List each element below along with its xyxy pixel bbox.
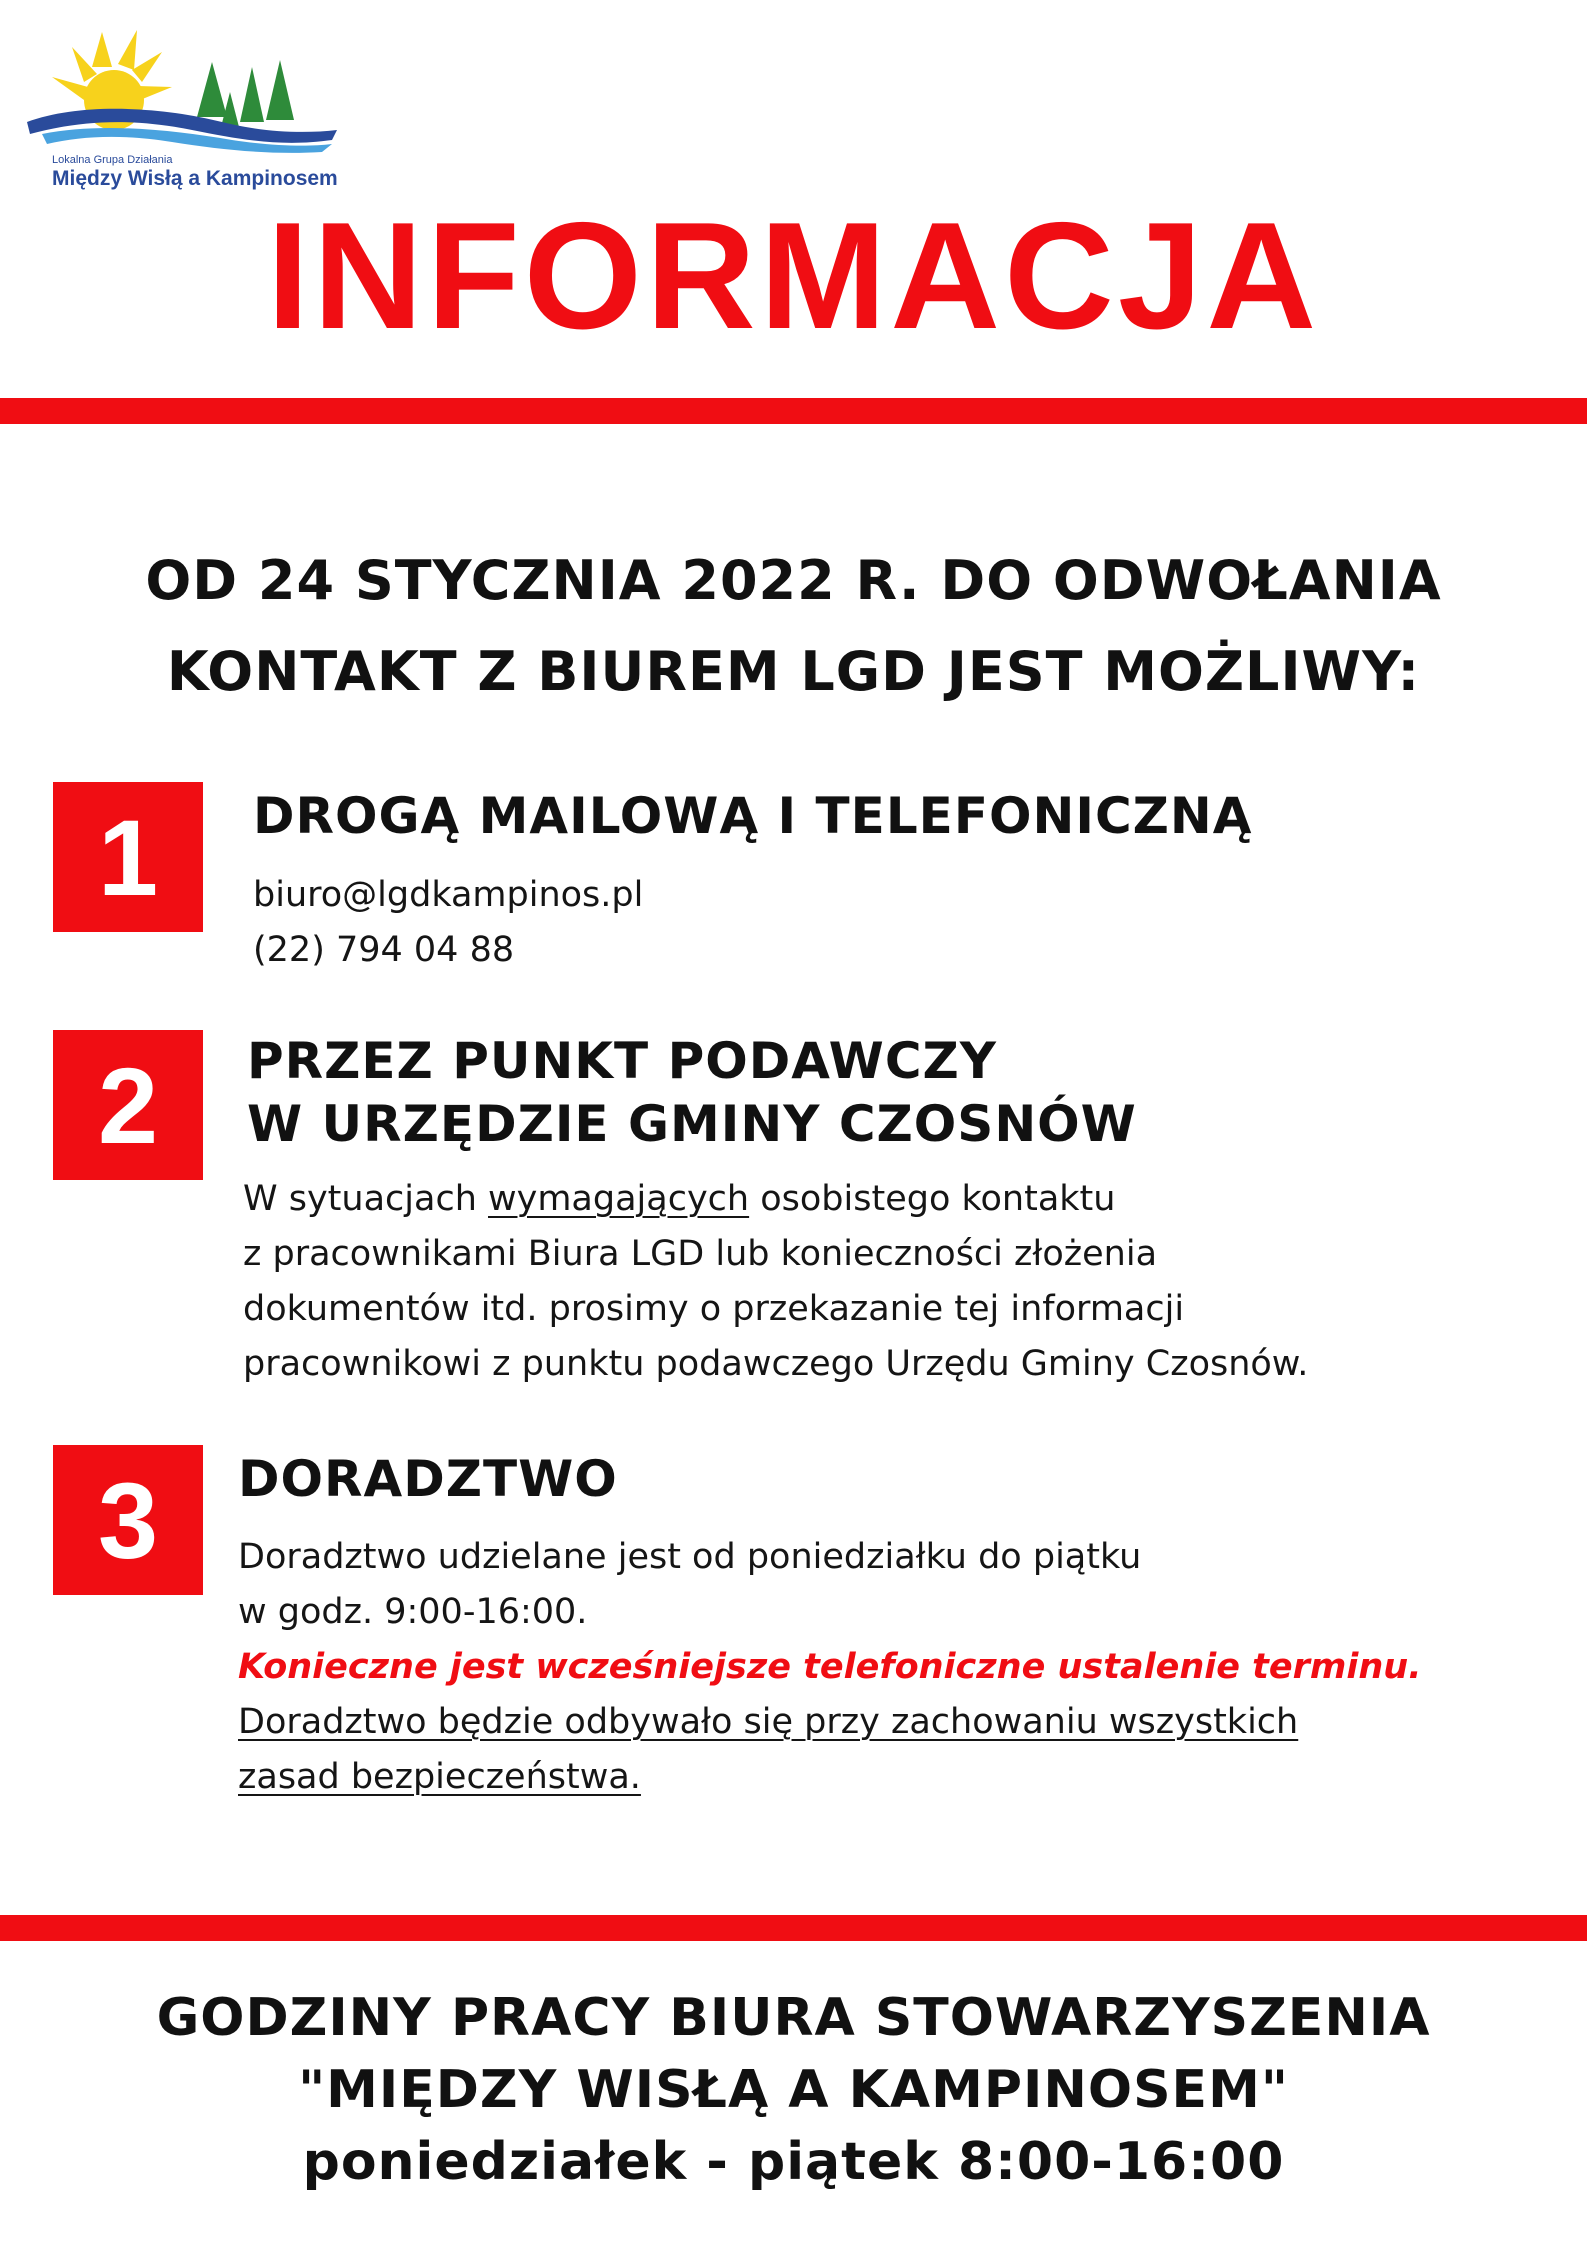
item-3-emphasis: Konieczne jest wcześniejsze telefoniczne ustalenie terminu. bbox=[238, 1647, 1422, 1687]
item-1-heading: DROGĄ MAILOWĄ I TELEFONICZNĄ bbox=[253, 787, 1253, 845]
item-2-heading bbox=[247, 1030, 1137, 1156]
divider-bottom bbox=[0, 1915, 1587, 1941]
page-title: INFORMACJA bbox=[266, 191, 1321, 361]
number-badge-2: 2 bbox=[53, 1030, 203, 1180]
footer-hours bbox=[0, 1982, 1587, 2198]
logo-subtitle: Lokalna Grupa Działania bbox=[52, 154, 173, 166]
item-3-line-2: w godz. 9:00-16:00. bbox=[238, 1592, 588, 1632]
lead-heading bbox=[0, 535, 1587, 717]
item-3-underlined-2: zasad bezpieczeństwa. bbox=[238, 1757, 641, 1797]
item-2-line-1-pre: W sytuacjach bbox=[243, 1179, 488, 1219]
lead-line-1: OD 24 STYCZNIA 2022 R. DO ODWOŁANIA bbox=[145, 549, 1442, 612]
item-2-body bbox=[243, 1172, 1308, 1392]
item-2-heading-line-1: PRZEZ PUNKT PODAWCZY bbox=[247, 1032, 997, 1090]
footer-line-1: GODZINY PRACY BIURA STOWARZYSZENIA bbox=[156, 1988, 1431, 2048]
item-3-heading: DORADZTWO bbox=[238, 1450, 618, 1508]
item-3-line-1: Doradztwo udzielane jest od poniedziałku do piątku bbox=[238, 1537, 1142, 1577]
item-2-line-1 bbox=[243, 1172, 1308, 1227]
logo-name: Między Wisłą a Kampinosem bbox=[52, 167, 338, 190]
item-3-underlined-1: Doradztwo będzie odbywało się przy zachowaniu wszystkich bbox=[238, 1702, 1299, 1742]
divider-top bbox=[0, 398, 1587, 424]
number-badge-3: 3 bbox=[53, 1445, 203, 1595]
email-text: biuro@lgdkampinos.pl bbox=[253, 875, 644, 915]
phone-text: (22) 794 04 88 bbox=[253, 930, 515, 970]
number-badge-1: 1 bbox=[53, 782, 203, 932]
item-2-line-2: z pracownikami Biura LGD lub konieczności złożenia bbox=[243, 1234, 1158, 1274]
item-2-line-1-post: osobistego kontaktu bbox=[749, 1179, 1116, 1219]
underlined-word: wymagających bbox=[488, 1179, 750, 1219]
sun-trees-river-icon bbox=[22, 22, 342, 162]
lead-line-2: KONTAKT Z BIUREM LGD JEST MOŻLIWY: bbox=[166, 640, 1421, 703]
footer-line-3: poniedziałek - piątek 8:00-16:00 bbox=[302, 2132, 1285, 2192]
lgd-logo bbox=[22, 22, 342, 192]
item-1-body bbox=[253, 868, 643, 978]
item-2-heading-line-2: W URZĘDZIE GMINY CZOSNÓW bbox=[247, 1095, 1137, 1153]
item-2-line-4: pracownikowi z punktu podawczego Urzędu Gminy Czosnów. bbox=[243, 1344, 1309, 1384]
item-3-body bbox=[238, 1530, 1422, 1805]
item-2-line-3: dokumentów itd. prosimy o przekazanie tej informacji bbox=[243, 1289, 1185, 1329]
footer-line-2: "MIĘDZY WISŁĄ A KAMPINOSEM" bbox=[298, 2060, 1289, 2120]
